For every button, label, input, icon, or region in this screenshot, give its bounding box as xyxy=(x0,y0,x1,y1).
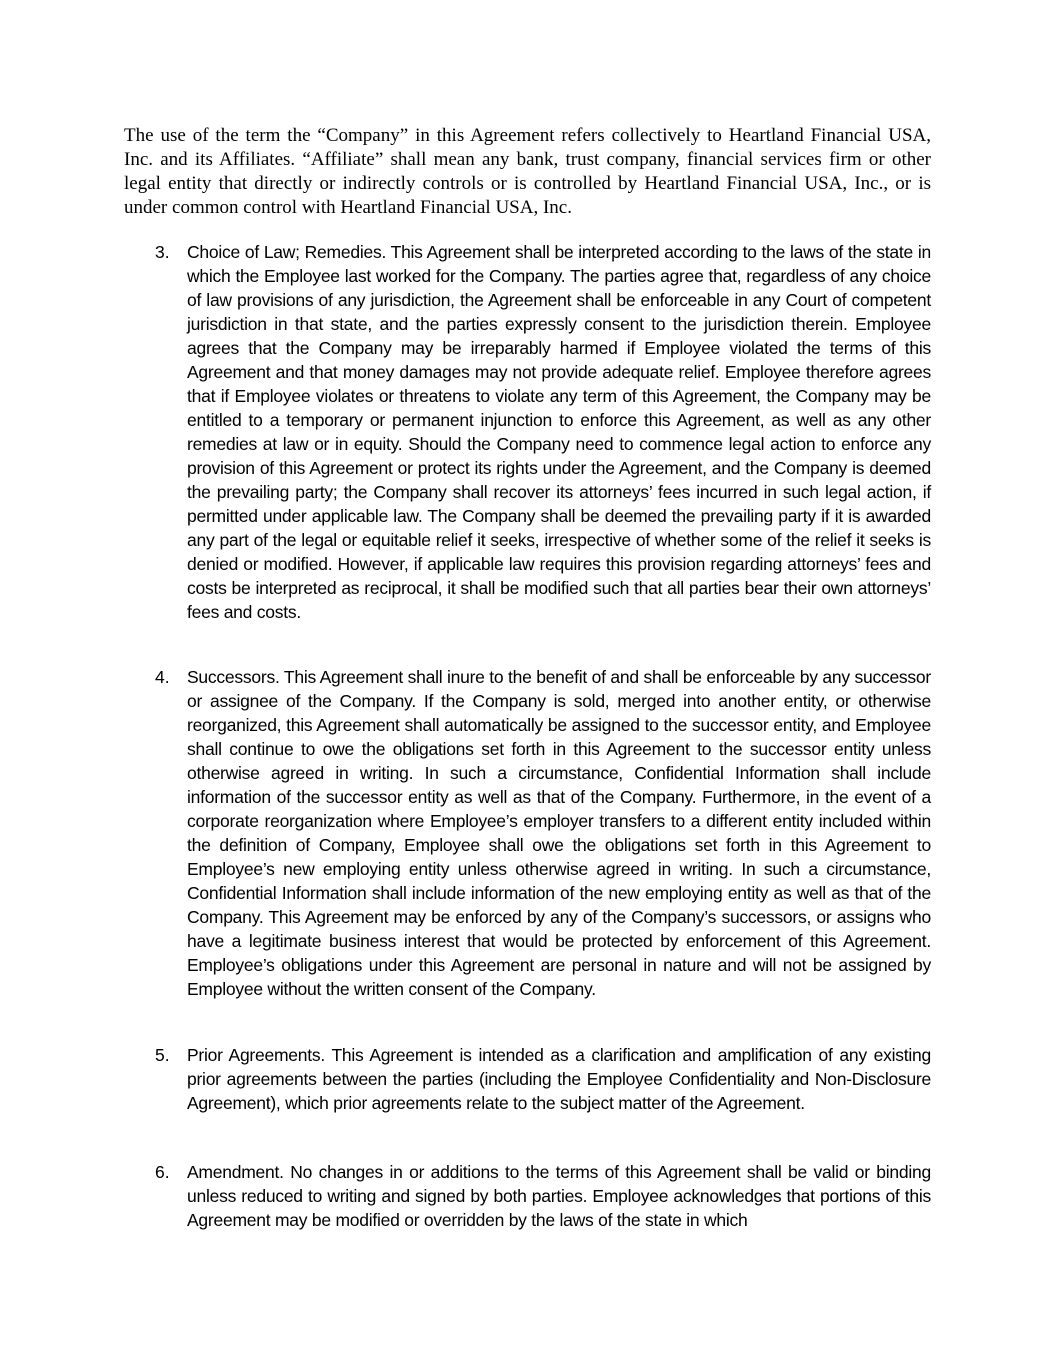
section-number: 5. xyxy=(155,1045,170,1065)
section-body xyxy=(187,1043,931,1115)
section-heading: Choice of Law; Remedies. xyxy=(187,242,387,262)
section-body xyxy=(187,1160,931,1232)
section-text: This Agreement shall inure to the benefit of and shall be enforceable by any successor or assignee of the Company. If the Company is sold, merged into another entity, or otherwise reorganized, this Agreement shall automatically be assigned to the successor entity, and Employee shall continue to owe the obligations set forth in this Agreement to the successor entity unless otherwise agreed in writing. In such a circumstance, Confidential Information shall include information of the successor entity as well as that of the Company. Furthermore, in the event of a corporate reorganization where Employee’s employer transfers to a different entity included within the definition of Company, Employee shall owe the obligations set forth in this Agreement to Employee’s new employing entity unless otherwise agreed in writing. In such a circumstance, Confidential Information shall include information of the new employing entity as well as that of the Company. This Agreement may be enforced by any of the Company’s successors, or assigns who have a legitimate business interest that would be protected by enforcement of this Agreement. Employee’s obligations under this Agreement are personal in nature and will not be assigned by Employee without the written consent of the Company. xyxy=(187,667,931,999)
section-number: 6. xyxy=(155,1162,170,1182)
section-text: This Agreement is intended as a clarification and amplification of any existing prior agreements between the parties (including the Employee Confidentiality and Non-Disclosure Agreement), which prior agreements relate to the subject matter of the Agreement. xyxy=(187,1045,932,1113)
intro-paragraph: The use of the term the “Company” in this Agreement refers collectively to Heartland Financial USA, Inc. and its Affiliates. “Affiliate” shall mean any bank, trust company, financial services firm or other legal entity that directly or indirectly controls or is controlled by Heartland Financial USA, Inc., or is under common control with Heartland Financial USA, Inc. xyxy=(124,125,931,218)
section-text: This Agreement shall be interpreted according to the laws of the state in which the Employee last worked for the Company. The parties agree that, regardless of any choice of law provisions of any jurisdiction, the Agreement shall be enforceable in any Court of competent jurisdiction in that state, and the parties expressly consent to the jurisdiction therein. Employee agrees that the Company may be irreparably harmed if Employee violated the terms of this Agreement and that money damages may not provide adequate relief. Employee therefore agrees that if Employee violates or threatens to violate any term of this Agreement, the Company may be entitled to a temporary or permanent injunction to enforce this Agreement, as well as any other remedies at law or in equity. Should the Company need to commence legal action to enforce any provision of this Agreement or protect its rights under the Agreement, and the Company is deemed the prevailing party; the Company shall recover its attorneys’ fees incurred in such legal action, if permitted under applicable law. The Company shall be deemed the prevailing party if it is awarded any part of the legal or equitable relief it seeks, irrespective of whether some of the relief it seeks is denied or modified. However, if applicable law requires this provision regarding attorneys’ fees and costs be interpreted as reciprocal, it shall be modified such that all parties bear their own attorneys’ fees and costs. xyxy=(187,242,931,622)
section-heading: Amendment. xyxy=(187,1162,284,1182)
section-number: 4. xyxy=(155,667,170,687)
section-heading: Prior Agreements. xyxy=(187,1045,325,1065)
section-body xyxy=(187,665,931,1001)
section-number: 3. xyxy=(155,242,170,262)
section-text: No changes in or additions to the terms of this Agreement shall be valid or binding unless reduced to writing and signed by both parties. Employee acknowledges that portions of this Agreement may be modified or overridden by the laws of the state in which xyxy=(187,1162,931,1230)
section-heading: Successors. xyxy=(187,667,280,687)
section-body xyxy=(187,240,931,624)
